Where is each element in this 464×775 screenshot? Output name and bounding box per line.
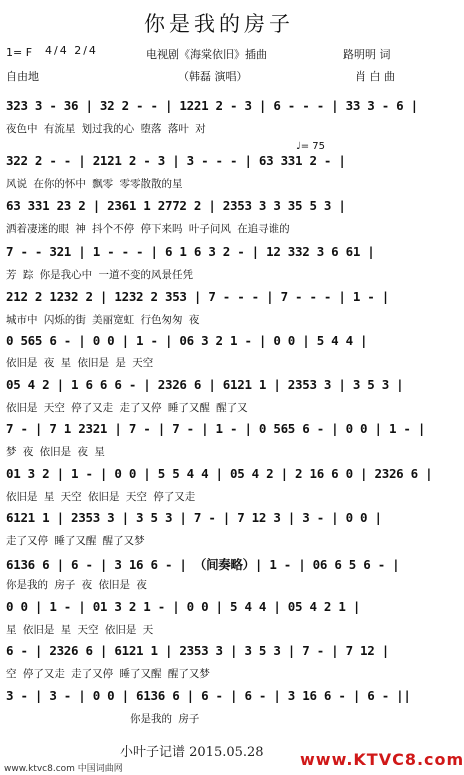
notation-row-10: 6121 1 | 2353 3 | 3 5 3 | 7 - | 7 12 3 | 3 - | 0 0 | [6,510,382,525]
lyrics-row-4: 芳 踪 你是我心中 一道不变的风景任凭 [6,269,194,281]
lyrics-row-10: 走了又停 睡了又醒 醒了又梦 [6,535,145,547]
notation-row-13: 6 - | 2326 6 | 6121 1 | 2353 3 | 3 5 3 | 7 - | 7 12 | [6,643,389,658]
notation-row-5: 212 2 1232 2 | 1232 2 353 | 7 - - - | 7 - - - | 1 - | [6,289,389,304]
lyrics-row-1: 夜色中 有流星 划过我的心 堕落 落叶 对 [6,123,206,135]
composer-credit: 肖 白 曲 [355,70,395,83]
lyrics-row-13: 空 停了又走 走了又停 睡了又醒 醒了又梦 [6,668,210,680]
song-title: 你是我的房子 [144,12,294,36]
lyrics-row-5: 城市中 闪烁的街 美丽宽虹 行色匆匆 夜 [6,314,200,326]
lyrics-row-7: 依旧是 天空 停了又走 走了又停 睡了又醒 醒了又 [6,402,248,414]
lyrics-row-8: 梦 夜 依旧是 夜 星 [6,446,105,458]
style-marking: 自由地 [6,70,39,83]
lyrics-row-12: 星 依旧是 星 天空 依旧是 天 [6,624,154,636]
notation-row-6: 0 565 6 - | 0 0 | 1 - | 06 3 2 1 - | 0 0 | 5 4 4 | [6,333,368,348]
key-signature: 1= F [6,46,33,59]
transcriber-signature: 小叶子记谱 2015.05.28 [120,745,264,760]
notation-row-3: 63 331 23 2 | 2361 1 2772 2 | 2353 3 3 35 5 3 | [6,198,346,213]
time-signatures: 4/4 2/4 [45,44,98,57]
lyrics-row-2: 风说 在你的怀中 飘零 零零散散的星 [6,178,183,190]
lyrics-row-6: 依旧是 夜 星 依旧是 是 天空 [6,357,154,369]
lyrics-row-9: 依旧是 星 天空 依旧是 天空 停了又走 [6,491,196,503]
notation-row-12: 0 0 | 1 - | 01 3 2 1 - | 0 0 | 5 4 4 | 05 4 2 1 | [6,599,361,614]
singer-credit: （韩磊 演唱） [178,70,248,83]
notation-row-1: 323 3 - 36 | 32 2 - - | 1221 2 - 3 | 6 - - - | 33 3 - 6 | [6,98,418,113]
notation-row-11: 6136 6 | 6 - | 3 16 6 - | （间奏略）| 1 - | 06 6 5 6 - | [6,557,400,572]
notation-row-4: 7 - - 321 | 1 - - - | 6 1 6 3 2 - | 12 332 3 6 61 | [6,244,375,259]
notation-row-9: 01 3 2 | 1 - | 0 0 | 5 5 4 4 | 05 4 2 | 2 16 6 0 | 2326 6 | [6,466,433,481]
lyricist-credit: 路明明 词 [343,48,391,61]
lyrics-row-11: 你是我的 房子 夜 依旧是 夜 [6,579,147,591]
notation-row-2: 322 2 - - | 2121 2 - 3 | 3 - - - | 63 331 2 - | [6,153,346,168]
watermark-logo: www.KTVC8.com [300,750,464,769]
tempo-marking: ♩= 75 [296,141,325,152]
notation-row-7: 05 4 2 | 1 6 6 6 - | 2326 6 | 6121 1 | 2353 3 | 3 5 3 | [6,377,404,392]
lyrics-row-14: 你是我的 房子 [130,713,200,725]
footer-site: www.ktvc8.com 中国词曲网 [4,764,123,774]
notation-row-14: 3 - | 3 - | 0 0 | 6136 6 | 6 - | 6 - | 3 16 6 - | 6 - || [6,688,411,703]
lyrics-row-3: 洒着凄迷的眼 神 抖个不停 停下来吗 叶子问风 在追寻谁的 [6,223,290,235]
source-credit: 电视剧《海棠依旧》插曲 [146,48,267,61]
notation-row-8: 7 - | 7 1 2321 | 7 - | 7 - | 1 - | 0 565 6 - | 0 0 | 1 - | [6,421,426,436]
